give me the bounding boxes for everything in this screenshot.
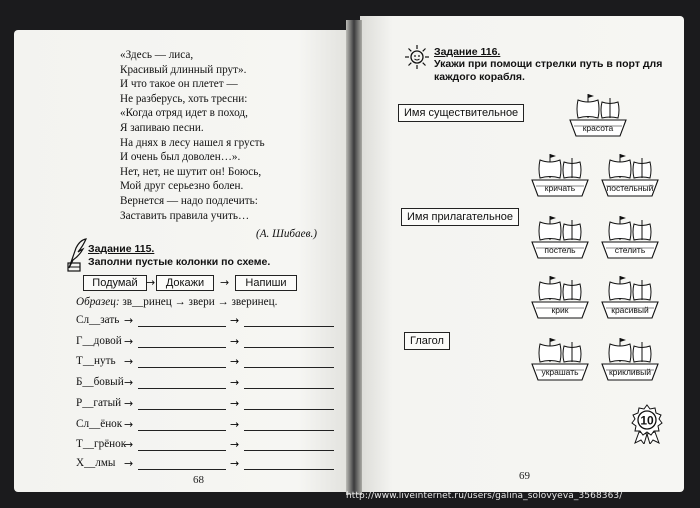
answer-blank-1[interactable]	[138, 397, 226, 410]
task-115-instruction: Заполни пустые колонки по схеме.	[88, 256, 271, 268]
ship-label: кричать	[544, 183, 576, 193]
exercise-word: Б__бовый	[76, 376, 124, 388]
port-verb: Глагол	[404, 332, 450, 350]
poem	[120, 48, 265, 223]
exercise-word: Сл__ёнок	[76, 418, 123, 430]
medal-badge	[630, 404, 664, 444]
ship[interactable]	[566, 90, 630, 140]
exercise-row	[76, 355, 138, 371]
exercise-word: Р__гатый	[76, 397, 122, 409]
scheme-arrow: →	[146, 276, 156, 289]
poem-line: Нет, нет, не шутит он! Боюсь,	[120, 165, 262, 178]
ship-label: крик	[551, 305, 569, 315]
watermark-url: http://www.liveinternet.ru/users/galina_solovyeva_3568363/	[346, 491, 623, 501]
poem-line: Не разберусь, хоть тресни:	[120, 92, 248, 105]
port-adjective: Имя прилагательное	[401, 208, 519, 226]
answer-blank-2[interactable]	[244, 355, 334, 368]
ship-label: стелить	[614, 245, 646, 255]
exercise-word: Г__довой	[76, 335, 122, 347]
exercise-row	[76, 335, 138, 351]
book-gutter	[346, 20, 362, 495]
ship[interactable]	[598, 150, 662, 200]
ship[interactable]	[528, 150, 592, 200]
exercise-row	[76, 457, 138, 473]
poem-line: На днях в лесу нашел я грусть	[120, 136, 265, 149]
scheme-step-think: Подумай	[83, 275, 147, 291]
poem-line: И очень был доволен…».	[120, 151, 241, 164]
answer-blank-1[interactable]	[138, 314, 226, 327]
row-arrow: →	[124, 376, 134, 389]
row-arrow: →	[124, 438, 134, 451]
ship[interactable]	[598, 334, 662, 384]
answer-blank-2[interactable]	[244, 397, 334, 410]
ship-label: постель	[544, 245, 576, 255]
exercise-word: Т__грёнок	[76, 438, 127, 450]
poem-line: Я запиваю песни.	[120, 121, 204, 134]
row-arrow: →	[124, 335, 134, 348]
exercise-row	[76, 376, 138, 392]
scheme-arrow: →	[220, 276, 230, 289]
answer-blank-2[interactable]	[244, 418, 334, 431]
answer-blank-2[interactable]	[244, 376, 334, 389]
exercise-word: Х__лмы	[76, 457, 116, 469]
row-arrow: →	[230, 314, 240, 327]
poem-line: И что такое он плетет —	[120, 78, 238, 91]
ship-label: красота	[582, 123, 614, 133]
port-noun: Имя существительное	[398, 104, 524, 122]
answer-blank-2[interactable]	[244, 335, 334, 348]
ship[interactable]	[598, 272, 662, 322]
poem-line: «Когда отряд идет в поход,	[120, 107, 248, 120]
row-arrow: →	[230, 397, 240, 410]
ship-label: украшать	[541, 367, 579, 377]
page-number-left: 68	[193, 474, 204, 486]
row-arrow: →	[124, 457, 134, 470]
poem-line: Красивый длинный прут».	[120, 63, 247, 76]
exercise-row	[76, 397, 138, 413]
scheme-step-prove: Докажи	[156, 275, 214, 291]
ship[interactable]	[528, 212, 592, 262]
badge-number: 10	[640, 413, 654, 428]
ship-label: красивый	[611, 305, 649, 315]
sample-text: зв__ринец → звери → зверинец.	[119, 296, 278, 308]
ship[interactable]	[598, 212, 662, 262]
poem-author: (А. Шибаев.)	[256, 228, 317, 240]
row-arrow: →	[230, 418, 240, 431]
answer-blank-1[interactable]	[138, 457, 226, 470]
row-arrow: →	[230, 438, 240, 451]
task-116-instruction: Укажи при помощи стрелки путь в порт для каждого корабля.	[434, 58, 663, 83]
exercise-word: Сл__зать	[76, 314, 120, 326]
exercise-row	[76, 418, 138, 434]
row-arrow: →	[230, 376, 240, 389]
task-115-title: Задание 115.	[88, 243, 155, 255]
exercise-row	[76, 438, 138, 454]
ship-label: крикливый	[608, 367, 652, 377]
poem-line: «Здесь — лиса,	[120, 49, 194, 61]
sample-line	[76, 296, 277, 308]
poem-line: Вернется — надо подлечить:	[120, 194, 258, 207]
poem-line: Мой друг серьезно болен.	[120, 180, 244, 193]
ship[interactable]	[528, 334, 592, 384]
answer-blank-2[interactable]	[244, 314, 334, 327]
answer-blank-1[interactable]	[138, 335, 226, 348]
sample-label: Образец:	[76, 296, 120, 308]
answer-blank-1[interactable]	[138, 438, 226, 451]
answer-blank-2[interactable]	[244, 438, 334, 451]
task-116-title: Задание 116.	[434, 46, 501, 58]
sun-icon	[404, 44, 430, 70]
exercise-word: Т__нуть	[76, 355, 116, 367]
row-arrow: →	[230, 457, 240, 470]
row-arrow: →	[230, 355, 240, 368]
answer-blank-1[interactable]	[138, 418, 226, 431]
poem-line: Заставить правила учить…	[120, 209, 250, 222]
row-arrow: →	[124, 314, 134, 327]
ship-label: постельный	[606, 183, 654, 193]
exercise-row	[76, 314, 138, 330]
quill-icon	[66, 238, 88, 272]
row-arrow: →	[230, 335, 240, 348]
row-arrow: →	[124, 397, 134, 410]
answer-blank-1[interactable]	[138, 376, 226, 389]
answer-blank-2[interactable]	[244, 457, 334, 470]
row-arrow: →	[124, 355, 134, 368]
page-number-right: 69	[519, 470, 530, 482]
row-arrow: →	[124, 418, 134, 431]
answer-blank-1[interactable]	[138, 355, 226, 368]
ship[interactable]	[528, 272, 592, 322]
scheme-step-write: Напиши	[235, 275, 297, 291]
